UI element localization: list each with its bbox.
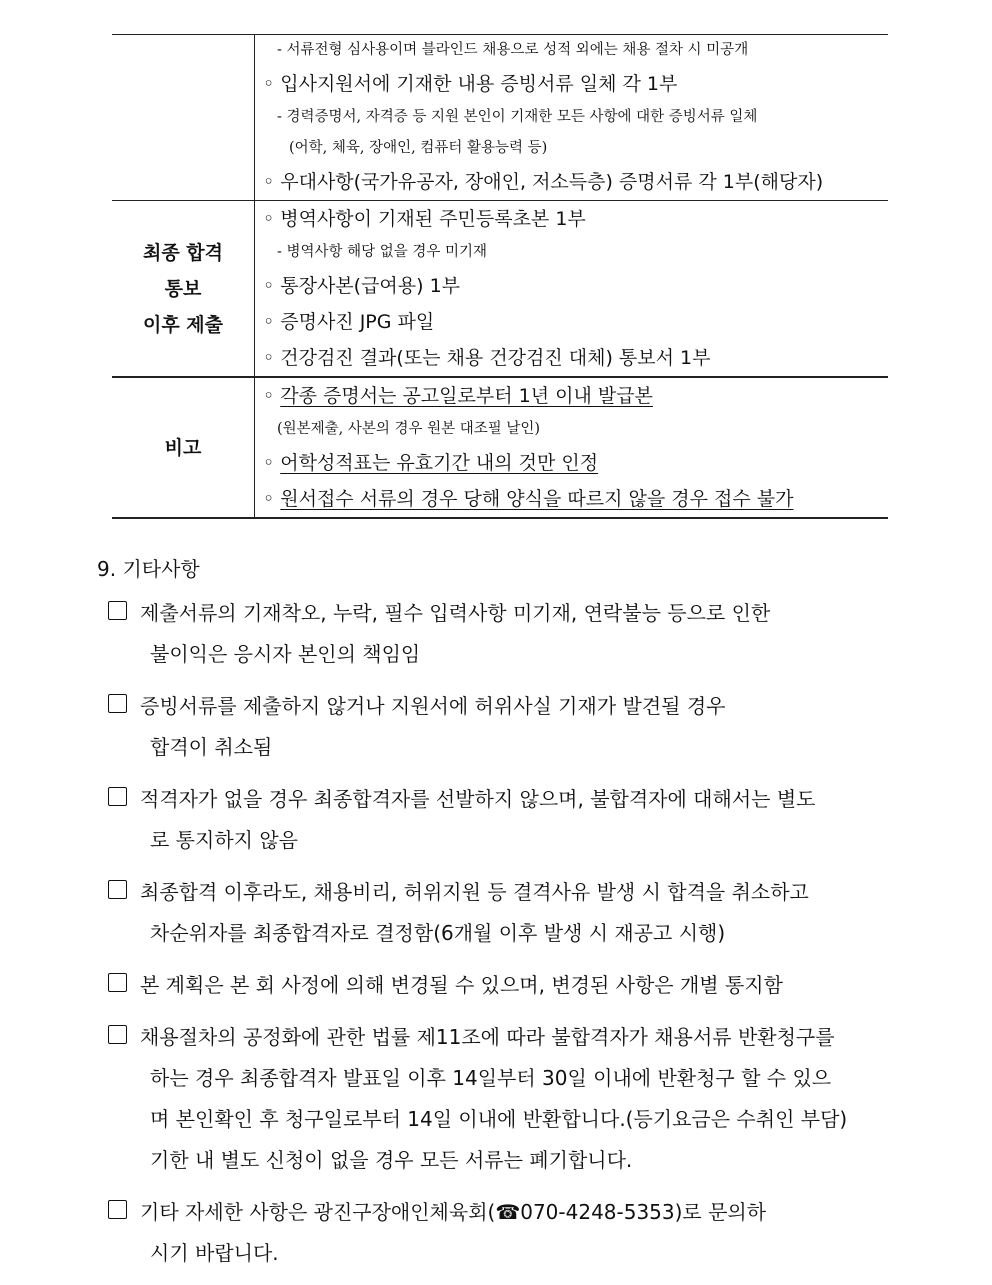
underlined-text: 원서접수 서류의 경우 당해 양식을 따르지 않을 경우 접수 불가 [280, 488, 794, 510]
section-title: 9. 기타사항 [97, 557, 200, 581]
table-row-final-submission [112, 201, 888, 378]
list-item [108, 593, 908, 675]
item-line: 본 계획은 본 회 사정에 의해 변경될 수 있으며, 변경된 사항은 개별 통지함 [140, 973, 783, 997]
row-content [255, 201, 888, 376]
row-content [255, 378, 888, 517]
item-line: 하는 경우 최종합격자 발표일 이후 14일부터 30일 이내에 반환청구 할 수 있으 [150, 1066, 832, 1090]
bullet-mark: ◦ [263, 452, 281, 474]
item-line: 기타 자세한 사항은 광진구장애인체육회(☎070-4248-5353)로 문의하 [140, 1200, 767, 1224]
note-line: - 경력증명서, 자격증 등 지원 본인이 기재한 모든 사항에 대한 증빙서류 일체 [277, 109, 758, 125]
checkbox-square-icon [108, 880, 127, 899]
item-line: 증빙서류를 제출하지 않거나 지원서에 허위사실 기재가 발견될 경우 [140, 694, 726, 718]
note-line: - 병역사항 해당 없을 경우 미기재 [277, 244, 488, 260]
bullet-line: ◦ 증명사진 JPG 파일 [263, 311, 435, 333]
item-line: 제출서류의 기재착오, 누락, 필수 입력사항 미기재, 연락불능 등으로 인한 [140, 601, 771, 625]
note-line: (원본제출, 사본의 경우 원본 대조필 날인) [277, 421, 541, 437]
checkbox-square-icon [108, 787, 127, 806]
requirements-table [112, 34, 888, 519]
item-line: 채용절차의 공정화에 관한 법률 제11조에 따라 불합격자가 채용서류 반환청구를 [140, 1025, 835, 1049]
row-label-line: 이후 제출 [142, 313, 224, 336]
bullet-line: ◦ 통장사본(급여용) 1부 [263, 275, 461, 297]
list-item [108, 965, 908, 1006]
bullet-mark: ◦ [263, 385, 281, 407]
row-label [112, 378, 255, 517]
row-content [255, 35, 888, 200]
bullet-mark: ◦ [263, 488, 281, 510]
note-line: - 서류전형 심사용이며 블라인드 채용으로 성적 외에는 채용 절차 시 미공개 [277, 42, 749, 58]
underlined-text: 어학성적표는 유효기간 내의 것만 인정 [280, 452, 599, 474]
underlined-text: 각종 증명서는 공고일로부터 1년 이내 발급본 [280, 385, 653, 407]
table-row-remarks [112, 378, 888, 519]
item-line: 최종합격 이후라도, 채용비리, 허위지원 등 결격사유 발생 시 합격을 취소하고 [140, 880, 809, 904]
list-item [108, 1192, 908, 1274]
checkbox-square-icon [108, 694, 127, 713]
bullet-line [263, 481, 888, 517]
list-item [108, 1017, 908, 1181]
list-item [108, 872, 908, 954]
row-label-line: 통보 [164, 277, 202, 300]
bullet-line: ◦ 병역사항이 기재된 주민등록초본 1부 [263, 208, 586, 230]
checkbox-square-icon [108, 1200, 127, 1219]
row-label-line: 비고 [164, 436, 202, 459]
row-label [112, 35, 255, 200]
item-line: 적격자가 없을 경우 최종합격자를 선발하지 않으며, 불합격자에 대해서는 별도 [140, 787, 816, 811]
bullet-line: ◦ 건강검진 결과(또는 채용 건강검진 대체) 통보서 1부 [263, 347, 711, 369]
row-label-line: 최종 합격 [142, 241, 224, 264]
section-items [108, 593, 908, 1285]
bullet-line [263, 445, 888, 481]
list-item [108, 686, 908, 768]
checkbox-square-icon [108, 601, 127, 620]
item-line: 기한 내 별도 신청이 없을 경우 모든 서류는 폐기합니다. [150, 1148, 633, 1172]
checkbox-square-icon [108, 1025, 127, 1044]
note-line: (어학, 체육, 장애인, 컴퓨터 활용능력 등) [289, 140, 548, 156]
row-label [112, 201, 255, 376]
item-line: 차순위자를 최종합격자로 결정함(6개월 이후 발생 시 재공고 시행) [150, 921, 726, 945]
item-line: 며 본인확인 후 청구일로부터 14일 이내에 반환합니다.(등기요금은 수취인 부담) [150, 1107, 848, 1131]
item-line: 시기 바랍니다. [150, 1241, 279, 1265]
bullet-line [263, 378, 888, 414]
item-line: 불이익은 응시자 본인의 책임임 [150, 642, 421, 666]
table-row-documents [112, 34, 888, 201]
bullet-line: ◦ 우대사항(국가유공자, 장애인, 저소득층) 증명서류 각 1부(해당자) [263, 171, 824, 193]
list-item [108, 779, 908, 861]
checkbox-square-icon [108, 973, 127, 992]
bullet-line: ◦ 입사지원서에 기재한 내용 증빙서류 일체 각 1부 [263, 73, 678, 95]
item-line: 합격이 취소됨 [150, 735, 273, 759]
item-line: 로 통지하지 않음 [150, 828, 298, 852]
